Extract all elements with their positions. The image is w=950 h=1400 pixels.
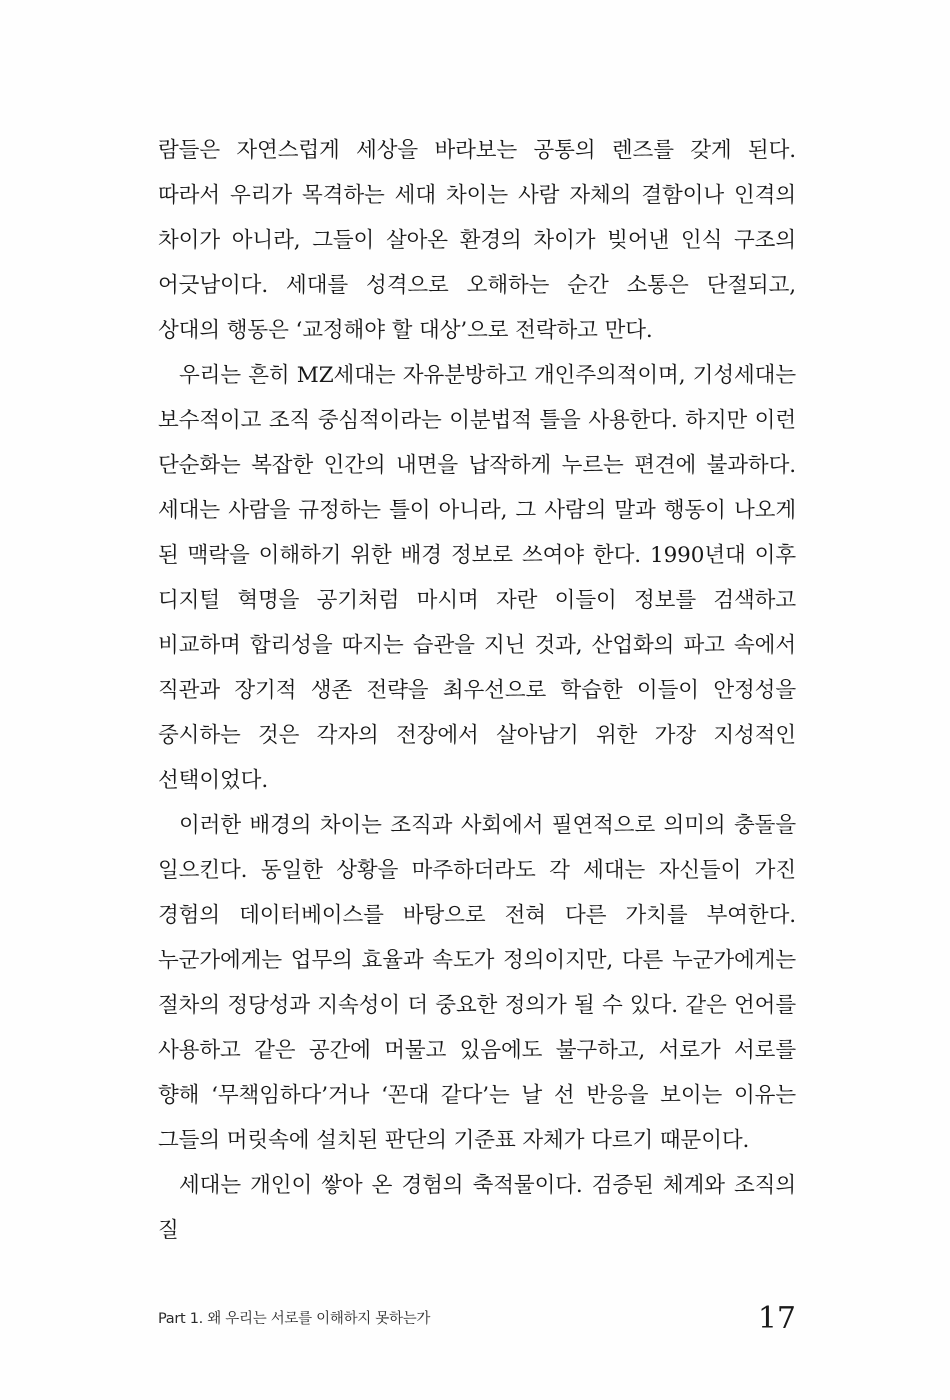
body-paragraph: 세대는 개인이 쌓아 온 경험의 축적물이다. 검증된 체계와 조직의 질 xyxy=(158,1173,796,1243)
body-paragraph: 이러한 배경의 차이는 조직과 사회에서 필연적으로 의미의 충돌을 일으킨다. 동일한 상황을 마주하더라도 각 세대는 자신들이 가진 경험의 데이터베이스를 바탕으로 전혀 다른 가치를 부여한다. 누군가에게는 업무의 효율과 속도가 정의이지만, 다른 누군가에게는 절차의 정당성과 지속성이 더 중요한 정의가 될 수 있다. 같은 언어를 사용하고 같은 공간에 머물고 있음에도 불구하고, 서로가 서로를 향해 ‘무책임하다’거나 ‘꼰대 같다’는 날 선 반응을 보이는 이유는 그들의 머릿속에 설치된 판단의 기준표 자체가 다르기 때문이다. xyxy=(158,813,796,1153)
page-number: 17 xyxy=(757,1301,796,1336)
running-head: Part 1. 왜 우리는 서로를 이해하지 못하는가 xyxy=(158,1311,431,1327)
page-body xyxy=(158,128,796,1253)
body-paragraph: 우리는 흔히 MZ세대는 자유분방하고 개인주의적이며, 기성세대는 보수적이고 조직 중심적이라는 이분법적 틀을 사용한다. 하지만 이런 단순화는 복잡한 인간의 내면을 납작하게 누르는 편견에 불과하다. 세대는 사람을 규정하는 틀이 아니라, 그 사람의 말과 행동이 나오게 된 맥락을 이해하기 위한 배경 정보로 쓰여야 한다. 1990년대 이후 디지털 혁명을 공기처럼 마시며 자란 이들이 정보를 검색하고 비교하며 합리성을 따지는 습관을 지닌 것과, 산업화의 파고 속에서 직관과 장기적 생존 전략을 최우선으로 학습한 이들이 안정성을 중시하는 것은 각자의 전장에서 살아남기 위한 가장 지성적인 선택이었다. xyxy=(158,363,796,793)
body-paragraph: 람들은 자연스럽게 세상을 바라보는 공통의 렌즈를 갖게 된다. 따라서 우리가 목격하는 세대 차이는 사람 자체의 결함이나 인격의 차이가 아니라, 그들이 살아온 환경의 차이가 빚어낸 인식 구조의 어긋남이다. 세대를 성격으로 오해하는 순간 소통은 단절되고, 상대의 행동은 ‘교정해야 할 대상’으로 전락하고 만다. xyxy=(158,138,796,343)
page-footer xyxy=(158,1301,796,1336)
